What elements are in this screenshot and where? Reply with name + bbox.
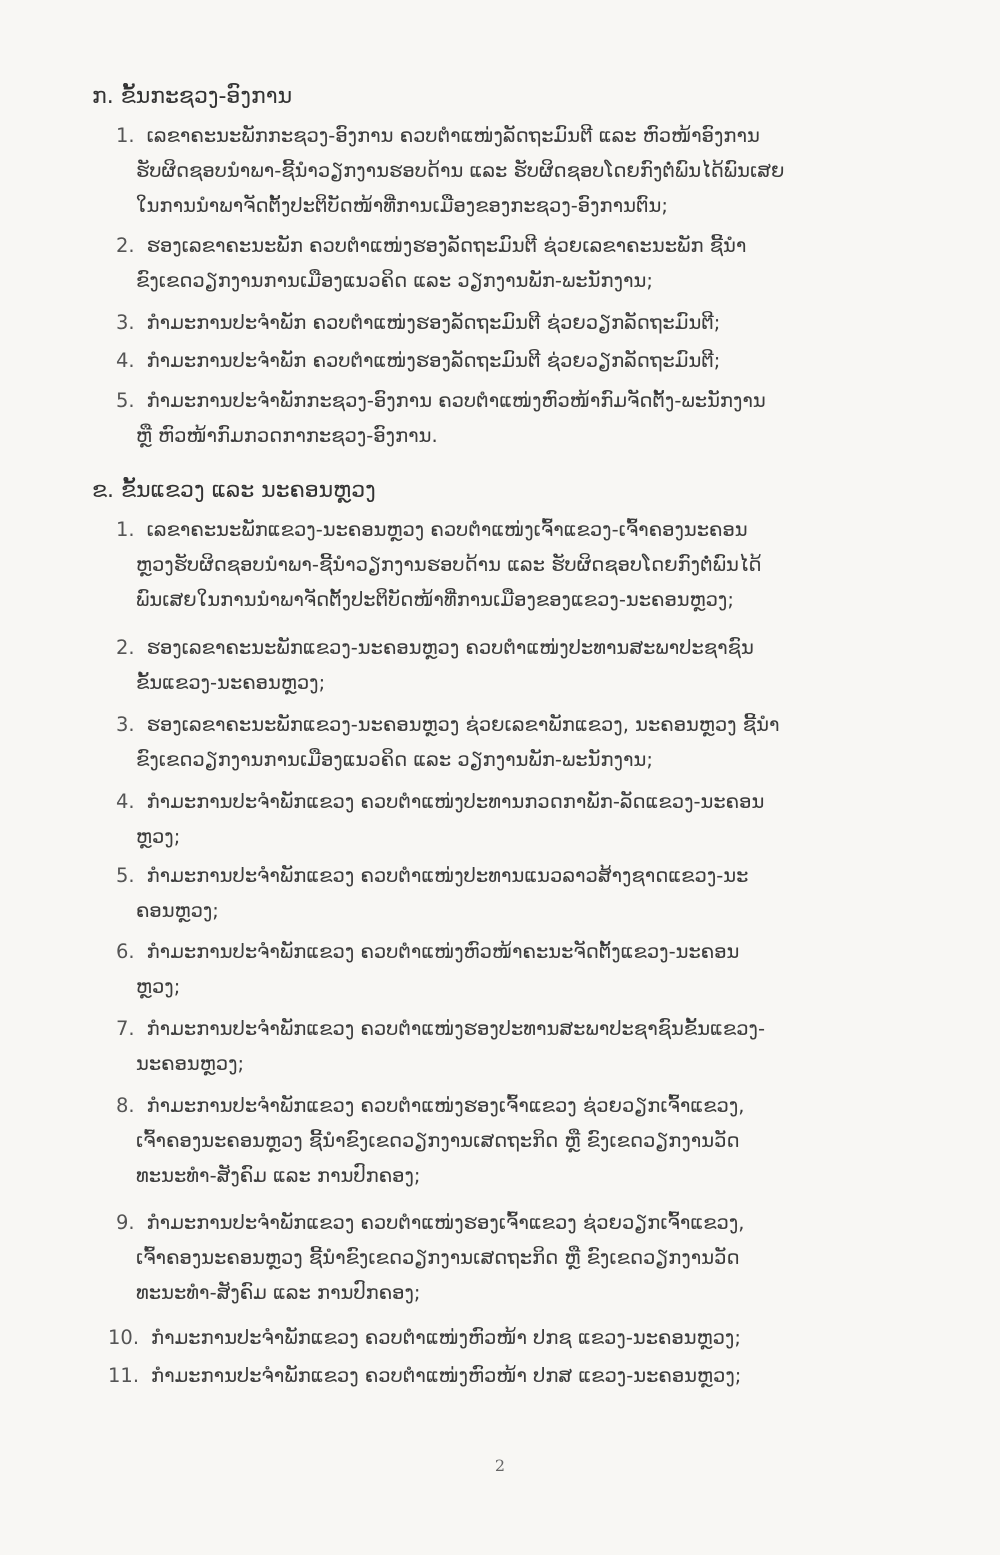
section-a-item-5 [116, 383, 936, 453]
item-line [116, 228, 936, 263]
item-text: ກຳມະການປະຈຳພັກແຂວງ ຄວບຕຳແໜ່ງຮອງເຈົ້າແຂວງ ຊ່ວຍວຽກເຈົ້າແຂວງ, [146, 1094, 745, 1117]
section-a-item-1 [116, 118, 936, 223]
item-text: ກຳມະການປະຈຳພັກແຂວງ ຄວບຕຳແໜ່ງຮອງປະທານສະພາປະຊາຊົນຂັ້ນແຂວງ- [146, 1017, 765, 1040]
section-b-item-6 [116, 934, 936, 1004]
item-line: ນະຄອນຫຼວງ; [136, 1052, 245, 1075]
item-number: 1. [116, 518, 135, 541]
section-b-item-1 [116, 512, 936, 617]
section-b-item-3 [116, 707, 936, 777]
item-line [116, 858, 936, 893]
item-line: ພົນເສຍໃນການນຳພາຈັດຕັ້ງປະຕິບັດໜ້າທີ່ການເມືອງຂອງແຂວງ-ນະຄອນຫຼວງ; [136, 588, 734, 611]
item-line [116, 1011, 936, 1046]
item-number: 9. [116, 1211, 135, 1234]
item-text: ກຳມະການປະຈຳພັກແຂວງ ຄວບຕຳແໜ່ງຫົວໜ້າ ປກຊ ແຂວງ-ນະຄອນຫຼວງ; [151, 1326, 741, 1349]
item-line [116, 707, 936, 742]
page-number: 2 [494, 1456, 506, 1475]
section-b-item-2 [116, 630, 936, 700]
item-line [108, 1320, 928, 1355]
section-a-item-2 [116, 228, 936, 298]
section-b-item-8 [116, 1088, 936, 1193]
section-b-item-5 [116, 858, 936, 928]
item-text: ກຳມະການປະຈຳພັກກະຊວງ-ອົງການ ຄວບຕຳແໜ່ງຫົວໜ້າກົມຈັດຕັ້ງ-ພະນັກງານ [146, 389, 766, 412]
item-text: ຮອງເລຂາຄະນະພັກ ຄວບຕຳແໜ່ງຮອງລັດຖະມົນຕີ ຊ່ວຍເລຂາຄະນະພັກ ຊີ້ນຳ [146, 234, 747, 257]
item-number: 10. [108, 1326, 140, 1349]
item-text: ເລຂາຄະນະພັກກະຊວງ-ອົງການ ຄວບຕຳແໜ່ງລັດຖະມົນຕີ ແລະ ຫົວໜ້າອົງການ [146, 124, 760, 147]
section-b-item-4 [116, 784, 936, 854]
item-number: 11. [108, 1364, 140, 1387]
item-line: ຂົງເຂດວຽກງານການເມືອງແນວຄິດ ແລະ ວຽກງານພັກ-ພະນັກງານ; [136, 748, 653, 771]
item-number: 4. [116, 349, 135, 372]
item-text: ກຳມະການປະຈຳພັກແຂວງ ຄວບຕຳແໜ່ງຫົວໜ້າຄະນະຈັດຕັ້ງແຂວງ-ນະຄອນ [146, 940, 740, 963]
section-a-item-3 [116, 305, 936, 340]
item-number: 2. [116, 234, 135, 257]
section-b-heading: ຂ. ຂັ້ນແຂວງ ແລະ ນະຄອນຫຼວງ [92, 478, 376, 503]
section-a-heading: ກ. ຂັ້ນກະຊວງ-ອົງການ [92, 84, 293, 109]
item-line [116, 934, 936, 969]
item-text: ກຳມະການປະຈຳພັກແຂວງ ຄວບຕຳແໜ່ງຫົວໜ້າ ປກສ ແຂວງ-ນະຄອນຫຼວງ; [151, 1364, 742, 1387]
item-line [116, 784, 936, 819]
item-text: ກຳມະການປະຈຳພັກແຂວງ ຄວບຕຳແໜ່ງຮອງເຈົ້າແຂວງ ຊ່ວຍວຽກເຈົ້າແຂວງ, [146, 1211, 745, 1234]
item-line: ທະນະທຳ-ສັງຄົມ ແລະ ການປົກຄອງ; [136, 1281, 421, 1304]
item-text: ກຳມະການປະຈຳພັກແຂວງ ຄວບຕຳແໜ່ງປະທານແນວລາວສ້າງຊາດແຂວງ-ນະ [146, 864, 749, 887]
item-text: ກຳມະການປະຈຳພັກ ຄວບຕຳແໜ່ງຮອງລັດຖະມົນຕີ ຊ່ວຍວຽກລັດຖະມົນຕີ; [146, 349, 721, 372]
item-line [116, 1205, 936, 1240]
item-line [116, 630, 936, 665]
item-text: ກຳມະການປະຈຳພັກແຂວງ ຄວບຕຳແໜ່ງປະທານກວດກາພັກ-ລັດແຂວງ-ນະຄອນ [146, 790, 765, 813]
item-line: ໃນການນຳພາຈັດຕັ້ງປະຕິບັດໜ້າທີ່ການເມືອງຂອງກະຊວງ-ອົງການຕົນ; [136, 194, 668, 217]
item-number: 5. [116, 389, 135, 412]
section-b-item-9 [116, 1205, 936, 1310]
item-number: 7. [116, 1017, 135, 1040]
item-number: 3. [116, 311, 135, 334]
item-line: ເຈົ້າຄອງນະຄອນຫຼວງ ຊີ້ນຳຂົງເຂດວຽກງານເສດຖະກິດ ຫຼື ຂົງເຂດວຽກງານວັດ [136, 1246, 740, 1269]
item-line: ຄອນຫຼວງ; [136, 899, 219, 922]
section-b-item-10 [108, 1320, 928, 1355]
item-number: 1. [116, 124, 135, 147]
item-text: ກຳມະການປະຈຳພັກ ຄວບຕຳແໜ່ງຮອງລັດຖະມົນຕີ ຊ່ວຍວຽກລັດຖະມົນຕີ; [146, 311, 721, 334]
item-line [108, 1358, 928, 1393]
item-text: ເລຂາຄະນະພັກແຂວງ-ນະຄອນຫຼວງ ຄວບຕຳແໜ່ງເຈົ້າແຂວງ-ເຈົ້າຄອງນະຄອນ [146, 518, 748, 541]
section-b-item-11 [108, 1358, 928, 1393]
item-line [116, 118, 936, 153]
item-line: ເຈົ້າຄອງນະຄອນຫຼວງ ຊີ້ນຳຂົງເຂດວຽກງານເສດຖະກິດ ຫຼື ຂົງເຂດວຽກງານວັດ [136, 1129, 740, 1152]
item-line [116, 305, 936, 340]
item-text: ຮອງເລຂາຄະນະພັກແຂວງ-ນະຄອນຫຼວງ ຊ່ວຍເລຂາພັກແຂວງ, ນະຄອນຫຼວງ ຊີ້ນຳ [146, 713, 780, 736]
item-line: ຫຼວງຮັບຜິດຊອບນຳພາ-ຊີ້ນຳວຽກງານຮອບດ້ານ ແລະ ຮັບຜິດຊອບໂດຍກົງຕໍ່ພົນໄດ້ [136, 553, 762, 576]
item-line: ຮັບຜິດຊອບນຳພາ-ຊີ້ນຳວຽກງານຮອບດ້ານ ແລະ ຮັບຜິດຊອບໂດຍກົງຕໍ່ພົນໄດ້ພົນເສຍ [136, 159, 785, 182]
item-number: 5. [116, 864, 135, 887]
item-number: 6. [116, 940, 135, 963]
item-line: ຂົງເຂດວຽກງານການເມືອງແນວຄິດ ແລະ ວຽກງານພັກ-ພະນັກງານ; [136, 269, 653, 292]
item-line [116, 512, 936, 547]
item-line: ຫຼື ຫົວໜ້າກົມກວດກາກະຊວງ-ອົງການ. [136, 424, 438, 447]
item-line: ຫຼວງ; [136, 975, 181, 998]
item-line: ຂັ້ນແຂວງ-ນະຄອນຫຼວງ; [136, 671, 326, 694]
item-line [116, 383, 936, 418]
item-number: 2. [116, 636, 135, 659]
item-line [116, 1088, 936, 1123]
item-text: ຮອງເລຂາຄະນະພັກແຂວງ-ນະຄອນຫຼວງ ຄວບຕຳແໜ່ງປະທານສະພາປະຊາຊົນ [146, 636, 754, 659]
item-number: 8. [116, 1094, 135, 1117]
item-line: ທະນະທຳ-ສັງຄົມ ແລະ ການປົກຄອງ; [136, 1164, 421, 1187]
section-b-item-7 [116, 1011, 936, 1081]
item-number: 3. [116, 713, 135, 736]
section-a-item-4 [116, 343, 936, 378]
item-line [116, 343, 936, 378]
item-line: ຫຼວງ; [136, 825, 181, 848]
item-number: 4. [116, 790, 135, 813]
